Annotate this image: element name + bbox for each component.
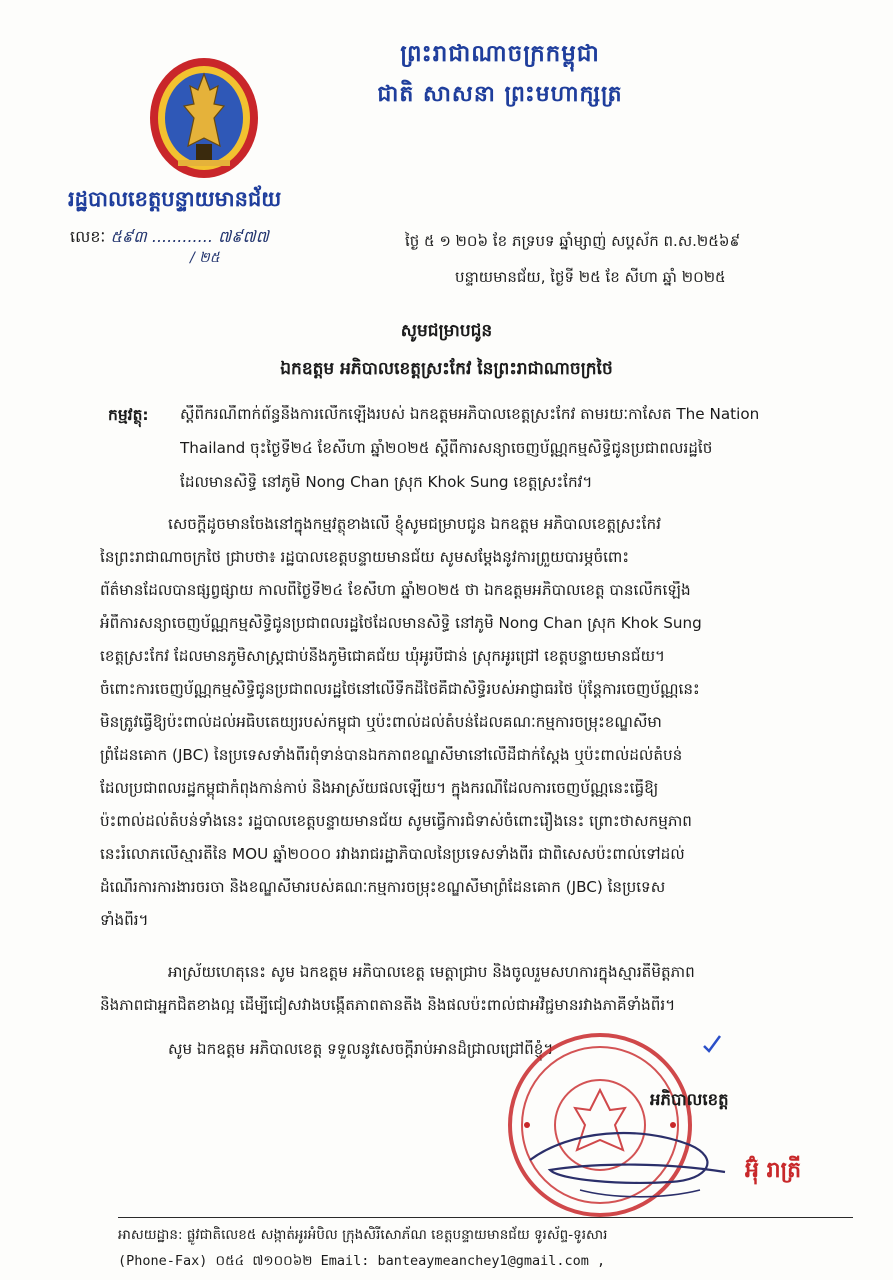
handwritten-signature	[520, 1120, 740, 1210]
body-paragraph-1	[100, 515, 860, 955]
footer-address: អាសយដ្ឋាន: ផ្លូវជាតិលេខ៥ សង្កាត់អូរអំបិល ក្រុងសិរីសោភ័ណ ខេត្តបន្ទាយមានជ័យ ទូរស័ព្ទ-ទូរសារ	[118, 1227, 608, 1243]
paragraph-line: ខេត្តស្រះកែវ ដែលមានភូមិសាស្ត្រជាប់នឹងភូមិជោគជ័យ ឃុំអូរបីជាន់ ស្រុកអូរជ្រៅ ខេត្តបន្ទាយមានជ័យ។	[100, 647, 666, 665]
paragraph-line: នេះរំលោភលើស្មារតីនៃ MOU ឆ្នាំ២០០០ រវាងរាជរដ្ឋាភិបាលនៃប្រទេសទាំងពីរ ជាពិសេសប៉ះពាល់ទៅដល់	[100, 845, 685, 863]
paragraph-line: ព័ត៌មានដែលបានផ្សព្វផ្សាយ កាលពីថ្ងៃទី២៤ ខែសីហា ឆ្នាំ២០២៥ ថា ឯកឧត្តមអភិបាលខេត្ត បានលើកឡើង	[100, 581, 691, 599]
paragraph-line: អំពីការសន្យាចេញប័ណ្ណកម្មសិទ្ធិជូនប្រជាពលរដ្ឋថៃដែលមានសិទ្ធិ នៅភូមិ Nong Chan ស្រុក Khok Sung	[100, 614, 702, 632]
subject-block	[180, 405, 860, 515]
subject-line: ដែលមានសិទ្ធិ នៅភូមិ Nong Chan ស្រុក Khok Sung ខេត្តស្រះកែវ។	[180, 473, 593, 491]
body-paragraph-2	[100, 963, 860, 1033]
paragraph-line: និងភាពជាអ្នកជិតខាងល្អ ដើម្បីជៀសវាងបង្កើតភាពតានតឹង និងផលប៉ះពាល់ជាអវិជ្ជមានរវាងភាគីទាំងពីរ។	[100, 996, 676, 1014]
paragraph-line: ព្រំដែនគោក (JBC) នៃប្រទេសទាំងពីរពុំទាន់បានឯកភាពខណ្ឌសីមានៅលើដីជាក់ស្តែង ឬប៉ះពាល់ដល់តំបន់	[100, 746, 683, 764]
authority-name: រដ្ឋបាលខេត្តបន្ទាយមានជ័យ	[68, 187, 282, 211]
paragraph-line: ដែលប្រជាពលរដ្ឋកម្ពុជាកំពុងកាន់កាប់ និងអាស្រ័យផលឡើយ។ ក្នុងករណីដែលការចេញប័ណ្ណនេះធ្វើឱ្យ	[100, 779, 659, 797]
reference-label: លេខៈ	[70, 227, 106, 246]
tick-mark-icon	[700, 1032, 724, 1056]
national-motto: ជាតិ សាសនា ព្រះមហាក្សត្រ	[377, 82, 623, 107]
paragraph-line: ទាំងពីរ។	[100, 911, 149, 929]
reference-handwritten: ៥៩៣ ............ ៧៩៧៧	[110, 227, 269, 246]
solar-date: បន្ទាយមានជ័យ, ថ្ងៃទី ២៥ ខែ សីហា ឆ្នាំ ២០២៥	[455, 268, 726, 286]
signatory-name: អ៊ុំ រាត្រី	[745, 1158, 802, 1183]
paragraph-line: ដំណើរការការងារចរចា និងខណ្ឌសីមារបស់គណៈកម្មការចម្រុះខណ្ឌសីមាព្រំដែនគោក (JBC) នៃប្រទេស	[100, 878, 666, 896]
paragraph-line: មិនត្រូវធ្វើឱ្យប៉ះពាល់ដល់អធិបតេយ្យរបស់កម្ពុជា ឬប៉ះពាល់ដល់តំបន់ដែលគណៈកម្មការចម្រុះខណ្ឌសីមា	[100, 713, 662, 731]
signatory-title: អភិបាលខេត្ត	[650, 1090, 729, 1109]
subject-line: Thailand ចុះថ្ងៃទី២៤ ខែសីហា ឆ្នាំ២០២៥ ស្តីពីការសន្យាចេញប័ណ្ណកម្មសិទ្ធិជូនប្រជាពលរដ្ឋថៃ	[180, 439, 713, 457]
reference-handwritten-sub: / ២៥	[190, 250, 220, 266]
paragraph-line: ប៉ះពាល់ដល់តំបន់ទាំងនេះ រដ្ឋបាលខេត្តបន្ទាយមានជ័យ សូមធ្វើការជំទាស់ចំពោះរឿងនេះ ព្រោះថាសកម្មភាព	[100, 812, 692, 830]
lunar-date: ថ្ងៃ ៥ ១ ២០៦ ខែ ភទ្របទ ឆ្នាំម្សាញ់ សប្តស័ក ព.ស.២៥៦៩	[405, 232, 741, 250]
salutation-line-2: ឯកឧត្តម អភិបាលខេត្តស្រះកែវ នៃព្រះរាជាណាចក្រថៃ	[280, 359, 613, 379]
paragraph-line: អាស្រ័យហេតុនេះ សូម ឯកឧត្តម អភិបាលខេត្ត មេត្តាជ្រាប និងចូលរួមសហការក្នុងស្មារតីមិត្តភាព	[168, 963, 695, 981]
closing-line: សូម ឯកឧត្តម អភិបាលខេត្ត ទទួលនូវសេចក្តីរាប់អានដ៏ជ្រាលជ្រៅពីខ្ញុំ។	[168, 1040, 554, 1058]
footer-contact: (Phone-Fax) ០៥៤ ៧១០០៦២ Email: banteaymeanchey1@gmail.com ,	[118, 1253, 606, 1269]
provincial-emblem	[148, 56, 260, 180]
reference-number	[70, 226, 269, 250]
footer-divider	[118, 1217, 853, 1218]
subject-label: កម្មវត្ថុ:	[108, 406, 149, 424]
paragraph-line: ចំពោះការចេញប័ណ្ណកម្មសិទ្ធិជូនប្រជាពលរដ្ឋថៃនៅលើទឹកដីថៃគឺជាសិទ្ធិរបស់អាជ្ញាធរថៃ ប៉ុន្តែការចេញប័ណ្ណនេះ	[100, 680, 700, 698]
subject-line: ស្តីពីករណីពាក់ព័ន្ធនឹងការលើកឡើងរបស់ ឯកឧត្តមអភិបាលខេត្តស្រះកែវ តាមរយៈកាសែត The Nation	[180, 405, 760, 423]
paragraph-line: នៃព្រះរាជាណាចក្រថៃ ជ្រាបថា៖ រដ្ឋបាលខេត្តបន្ទាយមានជ័យ សូមសម្តែងនូវការព្រួយបារម្ភចំពោះ	[100, 548, 630, 566]
kingdom-title: ព្រះរាជាណាចក្រកម្ពុជា	[400, 41, 600, 67]
paragraph-line: សេចក្តីដូចមានចែងនៅក្នុងកម្មវត្ថុខាងលើ ខ្ញុំសូមជម្រាបជូន ឯកឧត្តម អភិបាលខេត្តស្រះកែវ	[168, 515, 661, 533]
salutation-line-1: សូមជម្រាបជូន	[400, 321, 493, 341]
